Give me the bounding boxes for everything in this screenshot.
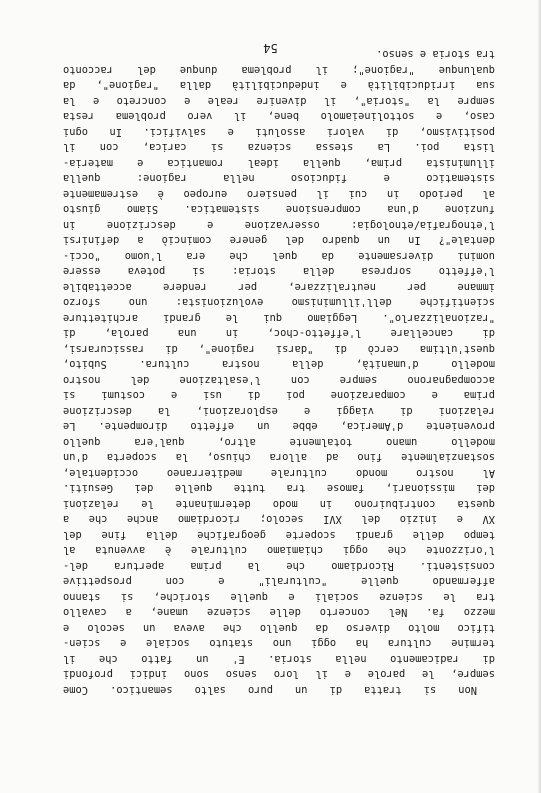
text-line: tra le scienze sociali e quelle storiche, si stanno bbox=[63, 591, 495, 603]
page-number: 54 bbox=[263, 41, 278, 55]
text-line: sempre la "storia", il divenire reale e concreto e la bbox=[63, 95, 495, 107]
text-line: l'etnografia/etnologia: osservazione e descrizione in bbox=[63, 219, 495, 231]
text-line: tifico molto diverso da quello che aveva un secolo e bbox=[63, 622, 495, 634]
text-line: modello umano totalmente altro, qual'era quello bbox=[63, 436, 495, 448]
text-line: sistematico e fiducioso nella ragione: quella bbox=[63, 172, 495, 185]
body-text bbox=[63, 46, 495, 697]
text-line: dei missionari, famose tra tutte quelle dei Gesuiti. bbox=[63, 482, 495, 495]
text-line: prima e comparazione poi di usi e costumi si bbox=[63, 389, 495, 402]
text-line: modello d'umanità, della nostra cultura. Subito, bbox=[63, 358, 495, 371]
text-line: tra storia e senso. bbox=[376, 48, 495, 61]
text-line: immane per neutralizzare, per rendere accettabile bbox=[63, 281, 495, 293]
text-line: l'effetto sorpresa della storia: si poteva essere bbox=[63, 265, 495, 278]
text-line: affermando quelle "culturali" e con prospettive bbox=[63, 575, 495, 588]
text-line: al periodo in cui il pensiero europeo è estremamente bbox=[63, 188, 495, 200]
text-line: dentale"? In un quadro del genere cominciò a definirsi bbox=[63, 234, 495, 247]
text-line: Non si tratta di un puro salto semantico. Come bbox=[63, 684, 477, 696]
text-line: proveniente d'America, ebbe un effetto dirompente. Le bbox=[63, 420, 495, 433]
text-line: di radicamento nella storia. E' un fatto che il bbox=[63, 653, 495, 665]
text-line: sua irriducibilità e indeducibilità dalla "ragione", da bbox=[63, 79, 495, 92]
text-line: questa contribuirono in modo determinante le relazioni bbox=[63, 498, 495, 510]
text-line: di cancellare l'effetto-choc, in una parola, di bbox=[63, 327, 495, 340]
text-line: mezzo fa. Nel concerto delle scienze umane, a cavallo bbox=[63, 606, 495, 619]
text-line: lista poi. La stessa scienza si carica, con il bbox=[63, 141, 495, 154]
text-line: XV e inizio del XVI secolo; ricordiamo anche che a bbox=[63, 513, 495, 526]
text-line: qualunque "ragione"; il problema dunque del racconto bbox=[63, 64, 495, 76]
text-line: caso, e sottolineiamolo bene, il vero problema resta bbox=[63, 110, 495, 123]
text-line: uomini diversamente da quel che era l'uomo "occi- bbox=[63, 250, 495, 262]
text-line: tempo delle grandi scoperte geografiche della fine del bbox=[63, 529, 495, 541]
text-line: l'orizzonte che oggi chiamiamo culturale è avvenuta al bbox=[63, 544, 495, 557]
text-line: funzione d'una comprensione sistematica. Siamo giusto bbox=[63, 203, 495, 216]
text-line: accompagnarono sempre con l'esaltazione del nostro bbox=[63, 374, 495, 386]
text-line: sostanzialmente fino ad allora chiuso, la scoperta d'un bbox=[63, 451, 495, 464]
text-line: illuminista prima, quella ideal romantica e materia- bbox=[63, 157, 495, 169]
text-line: relazioni di viaggi e esplorazioni, la descrizione bbox=[63, 405, 495, 417]
text-line: scientifiche dell'illuminismo evoluzionista: uno sforzo bbox=[63, 296, 495, 309]
text-line: consistenti. Ricordiamo che la prima apertura del- bbox=[63, 560, 495, 572]
text-line: quest'ultima cercò di "darsi ragione", di rassicurarsi, bbox=[63, 343, 495, 355]
text-line: Al nostro mondo culturale mediterraneo occidentale, bbox=[63, 467, 495, 479]
text-line: termine cultura ha oggi uno statuto sociale e scien- bbox=[63, 637, 495, 650]
text-line: sempre, le parole e il loro senso sono indici profondi bbox=[63, 668, 495, 681]
text-line: "razionalizzarlo". Leggiamo qui le grandi architetture bbox=[63, 312, 495, 324]
text-line: positivismo, di valori assoluti e salvifici. In ogni bbox=[63, 126, 495, 138]
